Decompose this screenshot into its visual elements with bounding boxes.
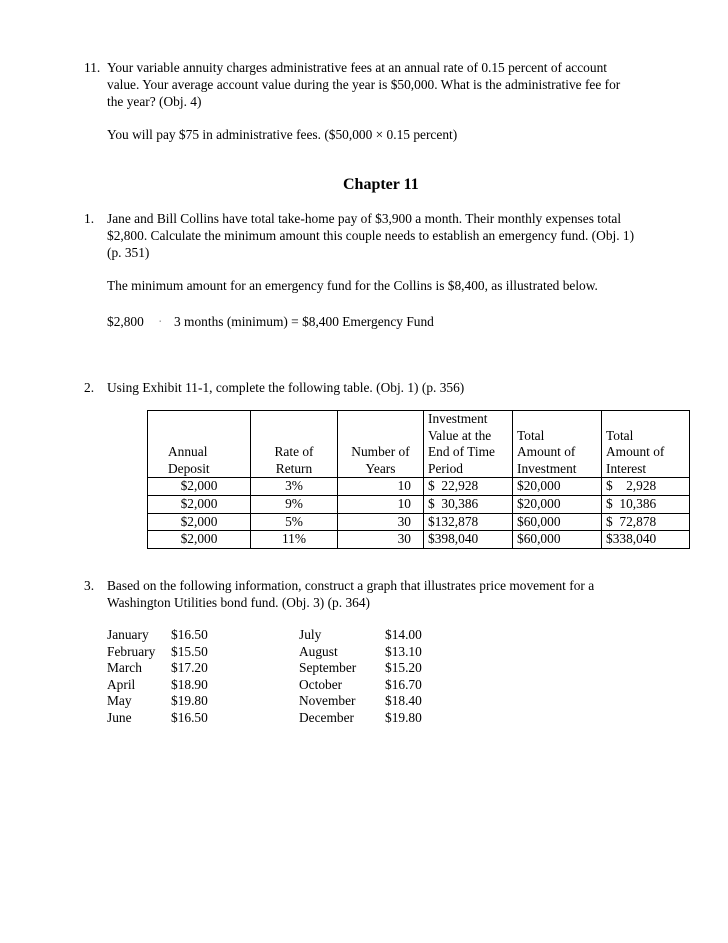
month-label: January (107, 627, 149, 642)
q1-number: 1. (84, 211, 95, 226)
cell-years: 10 (338, 478, 424, 496)
cell-rate: 11% (251, 531, 338, 549)
table-row (148, 531, 690, 549)
q11-text-line3: the year? (Obj. 4) (107, 94, 202, 109)
cell-total-interest: $ 72,878 (602, 513, 690, 531)
q11-number: 11. (84, 60, 101, 75)
header-total-investment (513, 411, 602, 478)
header-text: Deposit (168, 460, 210, 476)
header-text: Annual (168, 444, 208, 460)
header-number-of-years (338, 411, 424, 478)
list-item (107, 693, 208, 710)
month-label: May (107, 693, 132, 709)
list-item (299, 660, 422, 677)
month-label: March (107, 660, 142, 676)
price-value: $16.50 (171, 627, 208, 642)
cell-deposit: $2,000 (148, 531, 251, 549)
q1-calc-left: $2,800 (107, 314, 144, 329)
cell-total-interest: $ 2,928 (602, 478, 690, 496)
price-value: $18.40 (385, 693, 422, 709)
cell-value: $ 30,386 (424, 495, 513, 513)
q1-text-line3: (p. 351) (107, 245, 150, 260)
price-value: $17.20 (171, 660, 208, 676)
price-list-left (107, 627, 208, 727)
price-value: $16.50 (171, 709, 208, 725)
cell-value: $132,878 (424, 513, 513, 531)
cell-value: $ 22,928 (424, 478, 513, 496)
cell-years: 10 (338, 495, 424, 513)
price-value: $19.80 (385, 709, 422, 725)
q3-text-line2: Washington Utilities bond fund. (Obj. 3) (p. 364) (107, 595, 370, 610)
cell-years: 30 (338, 531, 424, 549)
cell-total-interest: $338,040 (602, 531, 690, 549)
header-text: Amount of (606, 444, 665, 460)
month-label: October (299, 676, 343, 692)
header-text: Investment (428, 411, 488, 426)
price-value: $14.00 (385, 627, 422, 642)
cell-total-investment: $60,000 (513, 513, 602, 531)
header-text: Total (517, 427, 545, 443)
cell-rate: 5% (251, 513, 338, 531)
price-value: $15.20 (385, 660, 422, 676)
header-investment-value (424, 411, 513, 478)
header-text: Return (275, 460, 313, 476)
cell-total-interest: $ 10,386 (602, 495, 690, 513)
header-text: Rate of (274, 444, 314, 460)
list-item (107, 677, 208, 694)
table-row (148, 495, 690, 513)
q2-text-line1: Using Exhibit 11-1, complete the following table. (Obj. 1) (p. 356) (107, 380, 465, 395)
header-text: Interest (606, 460, 647, 476)
header-text: Years (365, 460, 396, 476)
list-item (299, 644, 422, 661)
q3-text-line1: Based on the following information, construct a graph that illustrates price movement for a (107, 578, 595, 593)
list-item (299, 627, 422, 644)
q1-answer: The minimum amount for an emergency fund for the Collins is $8,400, as illustrated below. (107, 278, 598, 293)
investment-table (147, 410, 690, 549)
price-value: $15.50 (171, 643, 208, 659)
q2-number: 2. (84, 380, 95, 395)
chapter-title: Chapter 11 (343, 176, 419, 193)
header-text: Value at the (428, 427, 492, 443)
cell-total-investment: $20,000 (513, 478, 602, 496)
q1-text-line2: $2,800. Calculate the minimum amount this couple needs to establish an emergency fund. (Obj. 1) (107, 228, 635, 243)
header-text: End of Time (428, 444, 495, 460)
table-row (148, 513, 690, 531)
table-header-row (148, 411, 690, 478)
month-label: April (107, 676, 136, 692)
month-label: June (107, 709, 132, 725)
header-rate-of-return (251, 411, 338, 478)
q1-calc-right: 3 months (minimum) = $8,400 Emergency Fund (174, 314, 434, 329)
cell-rate: 9% (251, 495, 338, 513)
cell-deposit: $2,000 (148, 478, 251, 496)
cell-deposit: $2,000 (148, 513, 251, 531)
cell-deposit: $2,000 (148, 495, 251, 513)
list-item (299, 710, 422, 727)
month-label: December (299, 709, 355, 725)
price-value: $13.10 (385, 643, 422, 659)
month-label: July (299, 627, 322, 642)
cell-total-investment: $20,000 (513, 495, 602, 513)
q11-text-line1: Your variable annuity charges administrative fees at an annual rate of 0.15 percent of account (107, 60, 607, 75)
month-label: November (299, 693, 356, 709)
list-item (299, 693, 422, 710)
header-text: Number of (351, 444, 410, 460)
header-text: Total (606, 427, 634, 443)
q3-number: 3. (84, 578, 95, 593)
price-value: $19.80 (171, 693, 208, 709)
list-item (107, 627, 208, 644)
q11-text-line2: value. Your average account value during the year is $50,000. What is the administrative fee for (107, 77, 621, 92)
month-label: August (299, 643, 338, 659)
list-item (299, 677, 422, 694)
cell-years: 30 (338, 513, 424, 531)
table-row (148, 478, 690, 496)
cell-value: $398,040 (424, 531, 513, 549)
list-item (107, 710, 208, 727)
q1-text-line1: Jane and Bill Collins have total take-home pay of $3,900 a month. Their monthly expenses total (107, 211, 622, 226)
q11-answer: You will pay $75 in administrative fees. ($50,000 × 0.15 percent) (107, 127, 458, 142)
list-item (107, 644, 208, 661)
price-value: $16.70 (385, 676, 422, 692)
price-list-right (299, 627, 422, 727)
header-text: Amount of (517, 444, 576, 460)
header-text: Investment (517, 460, 577, 476)
price-value: $18.90 (171, 676, 208, 692)
header-text: Period (428, 460, 463, 476)
cell-total-investment: $60,000 (513, 531, 602, 549)
header-annual-deposit (148, 411, 251, 478)
q1-calc-symbol: · (158, 314, 163, 329)
header-total-interest (602, 411, 690, 478)
list-item (107, 660, 208, 677)
month-label: February (107, 643, 156, 659)
cell-rate: 3% (251, 478, 338, 496)
month-label: September (299, 660, 357, 676)
